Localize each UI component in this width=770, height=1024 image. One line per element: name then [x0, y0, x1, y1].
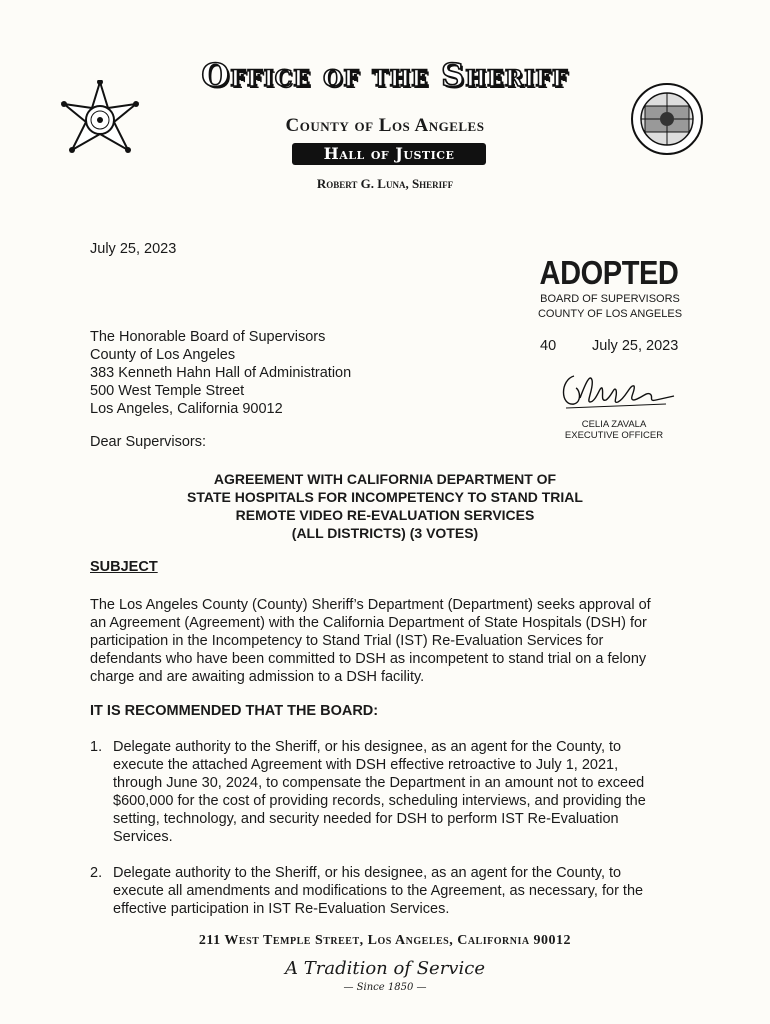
subject-line: The Los Angeles County (County) Sheriff’s Department (Department) seeks approval of — [90, 597, 651, 613]
item-number: 1. — [90, 739, 103, 755]
address-line: The Honorable Board of Supervisors — [90, 329, 326, 345]
recommendation-item — [90, 738, 690, 846]
stamp-item-number: 40 — [540, 338, 557, 354]
item-line: Delegate authority to the Sheriff, or his designee, as an agent for the County, to — [113, 865, 622, 881]
subject-line: defendants who have been committed to DSH as incompetent to stand trial on a felony — [90, 651, 647, 667]
since-text: Since 1850 — [356, 982, 414, 993]
adopted-stamp — [530, 254, 690, 322]
item-line: Delegate authority to the Sheriff, or his designee, as an agent for the County, to — [113, 739, 622, 755]
item-line: $600,000 for the cost of providing records, scheduling interviews, and providing the — [113, 793, 646, 809]
title-line: STATE HOSPITALS FOR INCOMPETENCY TO STAND TRIAL — [187, 489, 583, 505]
item-line: execute the attached Agreement with DSH effective retroactive to July 1, 2021, — [113, 757, 619, 773]
subject-paragraph — [90, 596, 690, 686]
stamp-date: July 25, 2023 — [592, 338, 679, 354]
item-line: setting, technology, and security needed for DSH to perform IST Re-Evaluation — [113, 811, 619, 827]
subject-line: charge and are awaiting admission to a DSH facility. — [90, 669, 425, 685]
item-line: execute all amendments and modifications to the Agreement, as necessary, for the — [113, 883, 644, 899]
stamp-item-row — [540, 338, 678, 354]
executive-officer-block — [560, 419, 668, 441]
salutation: Dear Supervisors: — [90, 434, 207, 450]
adopted-label: ADOPTED — [539, 254, 679, 291]
letter-title — [0, 470, 770, 542]
subject-heading: SUBJECT — [90, 559, 158, 575]
subject-line: participation in the Incompetency to Stand Trial (IST) Re-Evaluation Services for — [90, 633, 604, 649]
address-line: 500 West Temple Street — [90, 383, 245, 399]
address-line: 383 Kenneth Hahn Hall of Administration — [90, 365, 352, 381]
item-line: through June 30, 2024, to compensate the Department in an amount not to exceed — [113, 775, 645, 791]
title-line: (ALL DISTRICTS) (3 VOTES) — [291, 525, 479, 541]
item-line: Services. — [113, 829, 173, 845]
signer-name: CELIA ZAVALA — [581, 419, 647, 430]
address-line: County of Los Angeles — [90, 347, 236, 363]
footer-address: 211 West Temple Street, Los Angeles, California 90012 — [198, 933, 572, 948]
address-line: Los Angeles, California 90012 — [90, 401, 283, 417]
office-title: Office of the Sheriff — [201, 56, 569, 94]
recommendation-heading: IT IS RECOMMENDED THAT THE BOARD: — [90, 703, 379, 719]
recipient-address — [90, 328, 351, 418]
stamp-county: COUNTY OF LOS ANGELES — [537, 308, 683, 320]
recommendation-item — [90, 864, 690, 918]
stamp-board: BOARD OF SUPERVISORS — [540, 293, 680, 305]
footer-since: — Since 1850 — — [343, 982, 427, 993]
sheriff-name: Robert G. Luna, Sheriff — [316, 176, 454, 191]
signature — [556, 362, 676, 412]
hall-of-justice: Hall of Justice — [292, 143, 486, 165]
footer-motto: A Tradition of Service — [285, 958, 485, 979]
item-number: 2. — [90, 865, 103, 881]
letter-date: July 25, 2023 — [90, 241, 177, 257]
item-line: effective participation in IST Re-Evaluation Services. — [113, 901, 450, 917]
signer-title: EXECUTIVE OFFICER — [564, 430, 664, 441]
county-name: County of Los Angeles — [285, 115, 485, 136]
subject-line: an Agreement (Agreement) with the California Department of State Hospitals (DSH) for — [90, 615, 647, 631]
title-line: REMOTE VIDEO RE-EVALUATION SERVICES — [235, 507, 535, 523]
title-line: AGREEMENT WITH CALIFORNIA DEPARTMENT OF — [213, 471, 557, 487]
